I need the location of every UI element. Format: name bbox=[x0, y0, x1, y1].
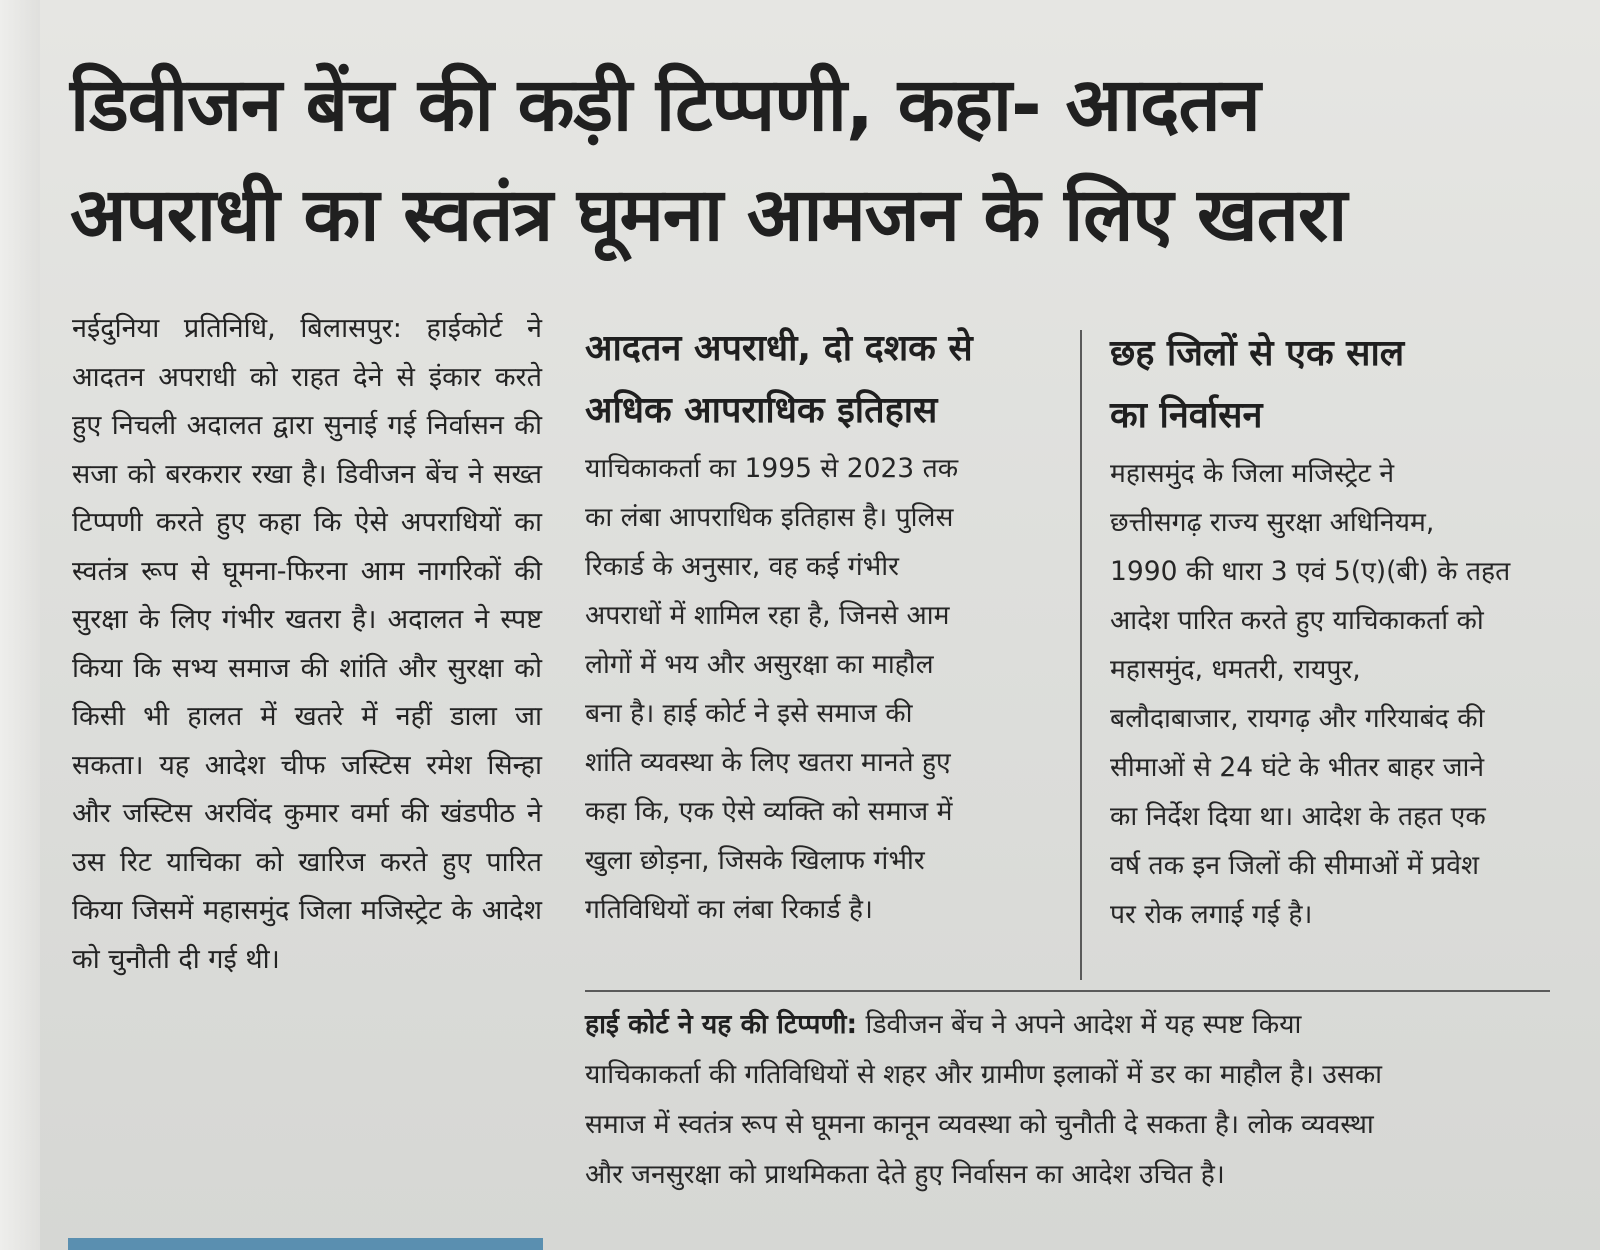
left-column-text: नईदुनिया प्रतिनिधि, बिलासपुर: हाईकोर्ट ने आदतन अपराधी को राहत देने से इंकार करते हुए निचली अदालत द्वारा सुनाई गई निर्वासन की सजा को बरकरार रखा है। डिवीजन बेंच ने सख्त टिप्पणी करते हुए कहा कि ऐसे अपराधियों का स्वतंत्र रूप से घूमना-फिरना आम नागरिकों की सुरक्षा के लिए गंभीर खतरा है। अदालत ने स्पष्ट किया कि सभ्य समाज की शांति और सुरक्षा को किसी भी हालत में खतरे में नहीं डाला जा सकता। यह आदेश चीफ जस्टिस रमेश सिन्हा और जस्टिस अरविंद कुमार वर्मा की खंडपीठ ने उस रिट याचिका को खारिज करते हुए पारित किया जिसमें महासमुंद जिला मजिस्ट्रेट के आदेश को चुनौती दी गई थी। bbox=[72, 313, 542, 975]
text-line: याचिकाकर्ता का 1995 से 2023 तक bbox=[585, 453, 959, 484]
middle-subhead bbox=[585, 318, 1045, 442]
text-line: गतिविधियों का लंबा रिकार्ड है। bbox=[585, 894, 873, 925]
text-line: अपराधों में शामिल रहा है, जिनसे आम bbox=[585, 600, 950, 631]
right-subhead-line-2: का निर्वासन bbox=[1110, 395, 1263, 436]
right-subhead bbox=[1110, 323, 1560, 447]
text-line: सीमाओं से 24 घंटे के भीतर बाहर जाने bbox=[1110, 752, 1485, 783]
text-line: महासमुंद, धमतरी, रायपुर, bbox=[1110, 654, 1361, 685]
headline-line-2: अपराधी का स्वतंत्र घूमना आमजन के लिए खतरा bbox=[70, 172, 1347, 258]
bottom-line-1: डिवीजन बेंच ने अपने आदेश में यह स्पष्ट किया bbox=[865, 1009, 1302, 1040]
middle-subhead-line-1: आदतन अपराधी, दो दशक से bbox=[585, 328, 973, 369]
text-line: और जनसुरक्षा को प्राथमिकता देते हुए निर्वासन का आदेश उचित है। bbox=[585, 1159, 1225, 1190]
decorative-strip bbox=[68, 1238, 543, 1250]
right-subhead-line-1: छह जिलों से एक साल bbox=[1110, 333, 1405, 374]
text-line: महासमुंद के जिला मजिस्ट्रेट ने bbox=[1110, 458, 1395, 489]
middle-subhead-line-2: अधिक आपराधिक इतिहास bbox=[585, 390, 938, 431]
section-divider bbox=[585, 990, 1550, 992]
middle-body bbox=[585, 444, 1045, 934]
text-line: कहा कि, एक ऐसे व्यक्ति को समाज में bbox=[585, 796, 953, 827]
bottom-lead: हाई कोर्ट ने यह की टिप्पणी: bbox=[585, 1009, 858, 1040]
text-line bbox=[585, 1000, 1560, 1050]
text-line: शांति व्यवस्था के लिए खतरा मानते हुए bbox=[585, 747, 951, 778]
text-line: समाज में स्वतंत्र रूप से घूमना कानून व्यवस्था को चुनौती दे सकता है। लोक व्यवस्था bbox=[585, 1109, 1374, 1140]
column-divider bbox=[1080, 330, 1082, 980]
text-line: वर्ष तक इन जिलों की सीमाओं में प्रवेश bbox=[1110, 850, 1480, 881]
text-line: बलौदाबाजार, रायगढ़ और गरियाबंद की bbox=[1110, 703, 1485, 734]
bottom-section bbox=[585, 1000, 1560, 1200]
text-line: 1990 की धारा 3 एवं 5(ए)(बी) के तहत bbox=[1110, 556, 1511, 587]
right-body bbox=[1110, 449, 1560, 939]
text-line: पर रोक लगाई गई है। bbox=[1110, 899, 1313, 930]
text-line: रिकार्ड के अनुसार, वह कई गंभीर bbox=[585, 551, 899, 582]
text-line: आदेश पारित करते हुए याचिकाकर्ता को bbox=[1110, 605, 1484, 636]
headline bbox=[70, 50, 1560, 270]
middle-column bbox=[585, 318, 1045, 934]
text-line: छत्तीसगढ़ राज्य सुरक्षा अधिनियम, bbox=[1110, 507, 1435, 538]
right-column bbox=[1110, 323, 1560, 939]
text-line: याचिकाकर्ता की गतिविधियों से शहर और ग्रामीण इलाकों में डर का माहौल है। उसका bbox=[585, 1059, 1383, 1090]
text-line: का लंबा आपराधिक इतिहास है। पुलिस bbox=[585, 502, 954, 533]
headline-line-1: डिवीजन बेंच की कड़ी टिप्पणी, कहा- आदतन bbox=[70, 62, 1260, 148]
text-line: खुला छोड़ना, जिसके खिलाफ गंभीर bbox=[585, 845, 925, 876]
text-line: बना है। हाई कोर्ट ने इसे समाज की bbox=[585, 698, 913, 729]
text-line: लोगों में भय और असुरक्षा का माहौल bbox=[585, 649, 934, 680]
text-line: का निर्देश दिया था। आदेश के तहत एक bbox=[1110, 801, 1486, 832]
